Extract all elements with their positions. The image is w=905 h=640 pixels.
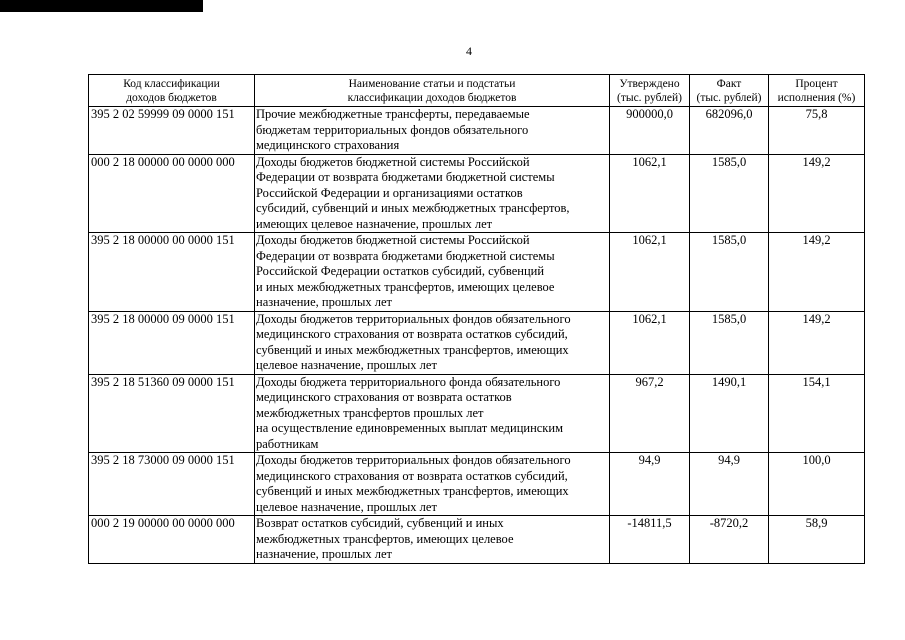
row-code: 395 2 18 51360 09 0000 151 — [89, 374, 255, 453]
header-fact-label: Факт (тыс. рублей) — [696, 78, 762, 104]
row-fact: 682096,0 — [690, 107, 769, 155]
table-row — [89, 107, 865, 155]
row-fact: 1585,0 — [690, 311, 769, 374]
row-approved: 900000,0 — [610, 107, 690, 155]
table-row — [89, 516, 865, 564]
row-percent: 154,1 — [769, 374, 865, 453]
row-name: Доходы бюджетов территориальных фондов обязательного медицинского страхования от возврата остатков субсидий, субвенций и иных межбюджетных трансфертов, имеющих целевое назначение, прошлых лет — [255, 453, 610, 516]
row-name: Возврат остатков субсидий, субвенций и иных межбюджетных трансфертов, имеющих целевое назначение, прошлых лет — [255, 516, 610, 564]
row-approved: 1062,1 — [610, 311, 690, 374]
row-code: 395 2 02 59999 09 0000 151 — [89, 107, 255, 155]
budget-revenue-table — [88, 74, 865, 564]
row-approved: 967,2 — [610, 374, 690, 453]
row-approved: 1062,1 — [610, 233, 690, 312]
row-percent: 149,2 — [769, 233, 865, 312]
row-name: Доходы бюджетов бюджетной системы Российской Федерации от возврата бюджетами бюджетной системы Российской Федерации остатков субсидий, субвенций и иных межбюджетных трансфертов, имеющих целевое назначение, прошлых лет — [255, 233, 610, 312]
row-percent: 58,9 — [769, 516, 865, 564]
row-approved: 94,9 — [610, 453, 690, 516]
row-fact: 1585,0 — [690, 154, 769, 233]
row-code: 395 2 18 00000 09 0000 151 — [89, 311, 255, 374]
row-name: Доходы бюджетов бюджетной системы Российской Федерации от возврата бюджетами бюджетной системы Российской Федерации и организациями остатков субсидий, субвенций и иных межбюджетных трансфертов, имеющих целевое назначение, прошлых лет — [255, 154, 610, 233]
header-approved-label: Утверждено (тыс. рублей) — [616, 78, 683, 104]
row-percent: 149,2 — [769, 311, 865, 374]
row-name: Доходы бюджетов территориальных фондов обязательного медицинского страхования от возврата остатков субсидий, субвенций и иных межбюджетных трансфертов, имеющих целевое назначение, прошлых лет — [255, 311, 610, 374]
row-fact: -8720,2 — [690, 516, 769, 564]
row-percent: 75,8 — [769, 107, 865, 155]
row-fact: 94,9 — [690, 453, 769, 516]
row-code: 395 2 18 73000 09 0000 151 — [89, 453, 255, 516]
header-code-label: Код классификации доходов бюджетов — [123, 78, 220, 104]
header-code — [89, 75, 255, 107]
table-header-row — [89, 75, 865, 107]
header-percent — [769, 75, 865, 107]
row-name: Доходы бюджета территориального фонда обязательного медицинского страхования от возврата остатков межбюджетных трансфертов прошлых лет на осуществление единовременных выплат медицинским работникам — [255, 374, 610, 453]
row-code: 000 2 18 00000 00 0000 000 — [89, 154, 255, 233]
page-number: 4 — [466, 44, 472, 58]
row-percent: 100,0 — [769, 453, 865, 516]
header-name-label: Наименование статьи и подстатьи классификации доходов бюджетов — [347, 78, 517, 104]
row-code: 395 2 18 00000 00 0000 151 — [89, 233, 255, 312]
row-fact: 1490,1 — [690, 374, 769, 453]
header-percent-label: Процент исполнения (%) — [777, 78, 856, 104]
scan-edge-bar — [0, 0, 203, 12]
row-fact: 1585,0 — [690, 233, 769, 312]
row-approved: 1062,1 — [610, 154, 690, 233]
header-fact — [690, 75, 769, 107]
table-row — [89, 453, 865, 516]
table-row — [89, 374, 865, 453]
row-code: 000 2 19 00000 00 0000 000 — [89, 516, 255, 564]
row-approved: -14811,5 — [610, 516, 690, 564]
table-row — [89, 233, 865, 312]
table-row — [89, 311, 865, 374]
header-approved — [610, 75, 690, 107]
row-name: Прочие межбюджетные трансферты, передаваемые бюджетам территориальных фондов обязательного медицинского страхования — [255, 107, 610, 155]
table-row — [89, 154, 865, 233]
row-percent: 149,2 — [769, 154, 865, 233]
header-name — [255, 75, 610, 107]
